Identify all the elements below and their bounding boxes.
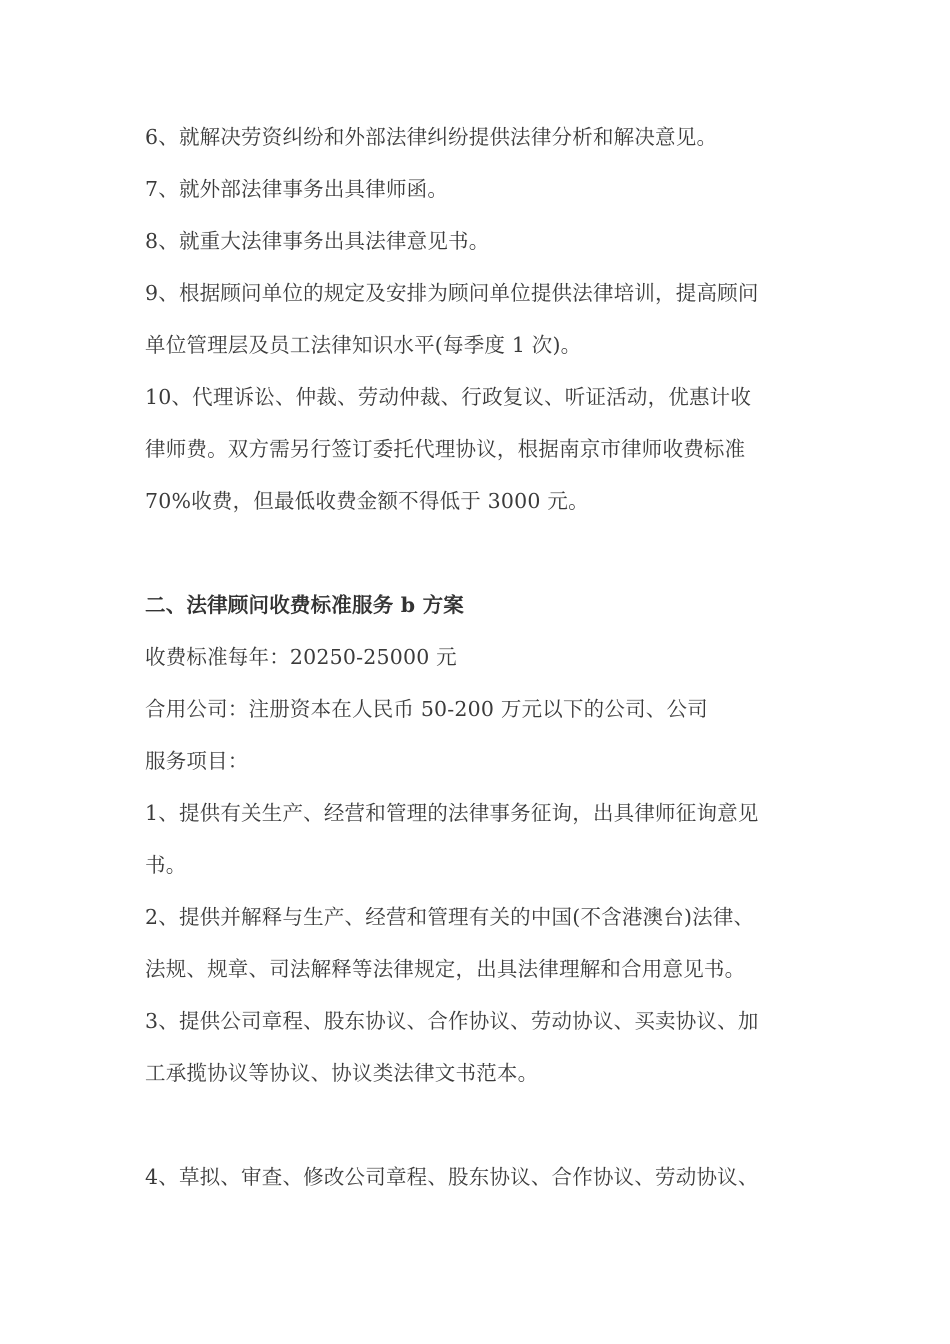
item-7: 7、就外部法律事务出具律师函。 xyxy=(145,177,449,201)
item-6: 6、就解决劳资纠纷和外部法律纠纷提供法律分析和解决意见。 xyxy=(145,125,718,149)
item-10-line-3: 70%收费，但最低收费金额不得低于 3000 元。 xyxy=(145,489,589,513)
service-item-2-line-1: 2、提供并解释与生产、经营和管理有关的中国(不含港澳台)法律、 xyxy=(145,905,755,929)
service-item-3-line-1: 3、提供公司章程、股东协议、合作协议、劳动协议、买卖协议、加 xyxy=(145,1009,759,1033)
service-item-1-line-2: 书。 xyxy=(145,853,187,877)
applicable-companies: 合用公司：注册资本在人民币 50-200 万元以下的公司、公司 xyxy=(145,697,708,721)
fee-standard: 收费标准每年：20250-25000 元 xyxy=(145,645,457,669)
service-item-4-line-1: 4、草拟、审查、修改公司章程、股东协议、合作协议、劳动协议、 xyxy=(145,1165,759,1189)
item-10-line-2: 律师费。双方需另行签订委托代理协议，根据南京市律师收费标准 xyxy=(145,437,746,461)
item-10-line-1: 10、代理诉讼、仲裁、劳动仲裁、行政复议、听证活动，优惠计收 xyxy=(145,385,752,409)
item-9-line-1: 9、根据顾问单位的规定及安排为顾问单位提供法律培训，提高顾问 xyxy=(145,281,759,305)
section-b-heading: 二、法律顾问收费标准服务 b 方案 xyxy=(145,593,465,617)
service-item-1-line-1: 1、提供有关生产、经营和管理的法律事务征询，出具律师征询意见 xyxy=(145,801,759,825)
item-9-line-2: 单位管理层及员工法律知识水平(每季度 1 次)。 xyxy=(145,333,582,357)
service-items-label: 服务项目： xyxy=(145,749,249,773)
item-8: 8、就重大法律事务出具法律意见书。 xyxy=(145,229,490,253)
service-item-2-line-2: 法规、规章、司法解释等法律规定，出具法律理解和合用意见书。 xyxy=(145,957,746,981)
service-item-3-line-2: 工承揽协议等协议、协议类法律文书范本。 xyxy=(145,1061,539,1085)
